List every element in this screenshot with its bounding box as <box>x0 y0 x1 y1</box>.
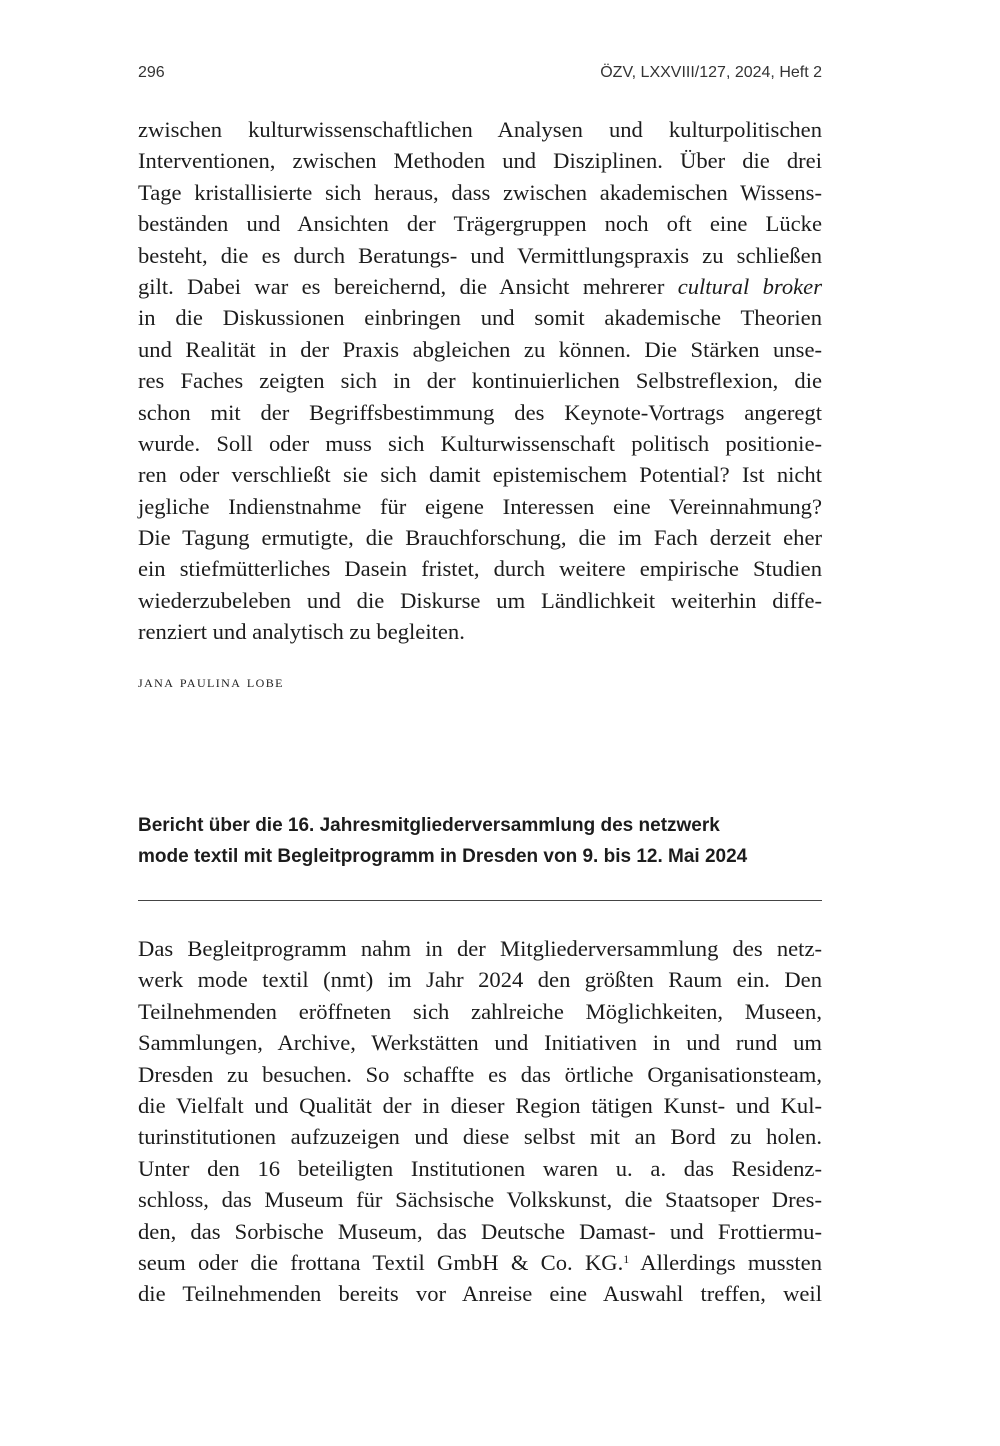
text-segment: gilt. Dabei war es bereichernd, die Ansicht mehrerer <box>138 273 678 299</box>
text-line: Die Tagung ermutigte, die Brauchforschung, die im Fach derzeit eher <box>138 525 822 551</box>
running-head <box>138 64 822 82</box>
text-segment: seum oder die frottana Textil GmbH & Co. KG. <box>138 1249 624 1275</box>
text-line: wurde. Soll oder muss sich Kulturwissenschaft politisch positionie- <box>138 430 822 456</box>
text-line: und Realität in der Praxis abgleichen zu können. Die Stärken unse- <box>138 336 822 362</box>
title-line: mode textil mit Begleitprogramm in Dresden von 9. bis 12. Mai 2024 <box>138 846 748 867</box>
text-line: wiederzubeleben und die Diskurse um Ländlichkeit weiterhin diffe- <box>138 587 822 613</box>
text-line: Das Begleitprogramm nahm in der Mitgliederversammlung des netz- <box>138 936 822 961</box>
author-signature: jana paulina lobe <box>138 672 284 691</box>
text-line: res Faches zeigten sich in der kontinuierlichen Selbstreflexion, die <box>138 368 822 394</box>
text-line: ren oder verschließt sie sich damit epistemischem Potential? Ist nicht <box>138 462 822 488</box>
text-line: Tage kristallisierte sich heraus, dass zwischen akademischen Wissens- <box>138 179 822 205</box>
text-line: die Teilnehmenden bereits vor Anreise eine Auswahl treffen, weil <box>138 1281 822 1307</box>
text-line: Dresden zu besuchen. So schaffte es das örtliche Organisationsteam, <box>138 1061 822 1087</box>
report-title <box>138 810 822 872</box>
title-divider <box>138 900 822 901</box>
text-line: Interventionen, zwischen Methoden und Disziplinen. Über die drei <box>138 148 822 174</box>
title-line: Bericht über die 16. Jahresmitgliederversammlung des netzwerk <box>138 815 720 836</box>
text-line: jegliche Indienstnahme für eigene Interessen eine Vereinnahmung? <box>138 493 822 519</box>
text-line: renziert und analytisch zu begleiten. <box>138 619 465 645</box>
article-closing-paragraph <box>138 114 822 648</box>
text-line: schon mit der Begriffsbestimmung des Keynote-Vortrags angeregt <box>138 399 822 425</box>
text-line <box>138 1247 822 1278</box>
text-line <box>138 271 822 302</box>
text-line: Teilnehmenden eröffneten sich zahlreiche Möglichkeiten, Museen, <box>138 998 822 1024</box>
text-line: die Vielfalt und Qualität der in dieser Region tätigen Kunst- und Kul- <box>138 1092 822 1118</box>
text-line: in die Diskussionen einbringen und somit akademische Theorien <box>138 305 822 331</box>
page-number: 296 <box>138 64 165 81</box>
italic-term: cultural broker <box>677 273 822 299</box>
text-line: ein stiefmütterliches Dasein fristet, durch weitere empirische Studien <box>138 556 822 582</box>
text-line: den, das Sorbische Museum, das Deutsche Damast- und Frottiermu- <box>138 1218 822 1244</box>
text-line: Sammlungen, Archive, Werkstätten und Initiativen in und rund um <box>138 1030 822 1056</box>
text-line: schloss, das Museum für Sächsische Volkskunst, die Staatsoper Dres- <box>138 1187 822 1213</box>
report-paragraph <box>138 933 822 1310</box>
text-line: beständen und Ansichten der Trägergruppen noch oft eine Lücke <box>138 211 822 237</box>
journal-reference: ÖZV, LXXVIII/127, 2024, Heft 2 <box>600 64 822 81</box>
footnote-reference[interactable]: 1 <box>623 1251 630 1266</box>
text-line: turinstitutionen aufzuzeigen und diese selbst mit an Bord zu holen. <box>138 1124 822 1150</box>
text-line: zwischen kulturwissenschaftlichen Analysen und kulturpolitischen <box>138 117 822 142</box>
text-line: werk mode textil (nmt) im Jahr 2024 den größten Raum ein. Den <box>138 967 822 993</box>
text-line: besteht, die es durch Beratungs- und Vermittlungspraxis zu schließen <box>138 242 822 268</box>
text-segment: Allerdings mussten <box>629 1249 822 1275</box>
text-line: Unter den 16 beteiligten Institutionen waren u. a. das Residenz- <box>138 1155 822 1181</box>
